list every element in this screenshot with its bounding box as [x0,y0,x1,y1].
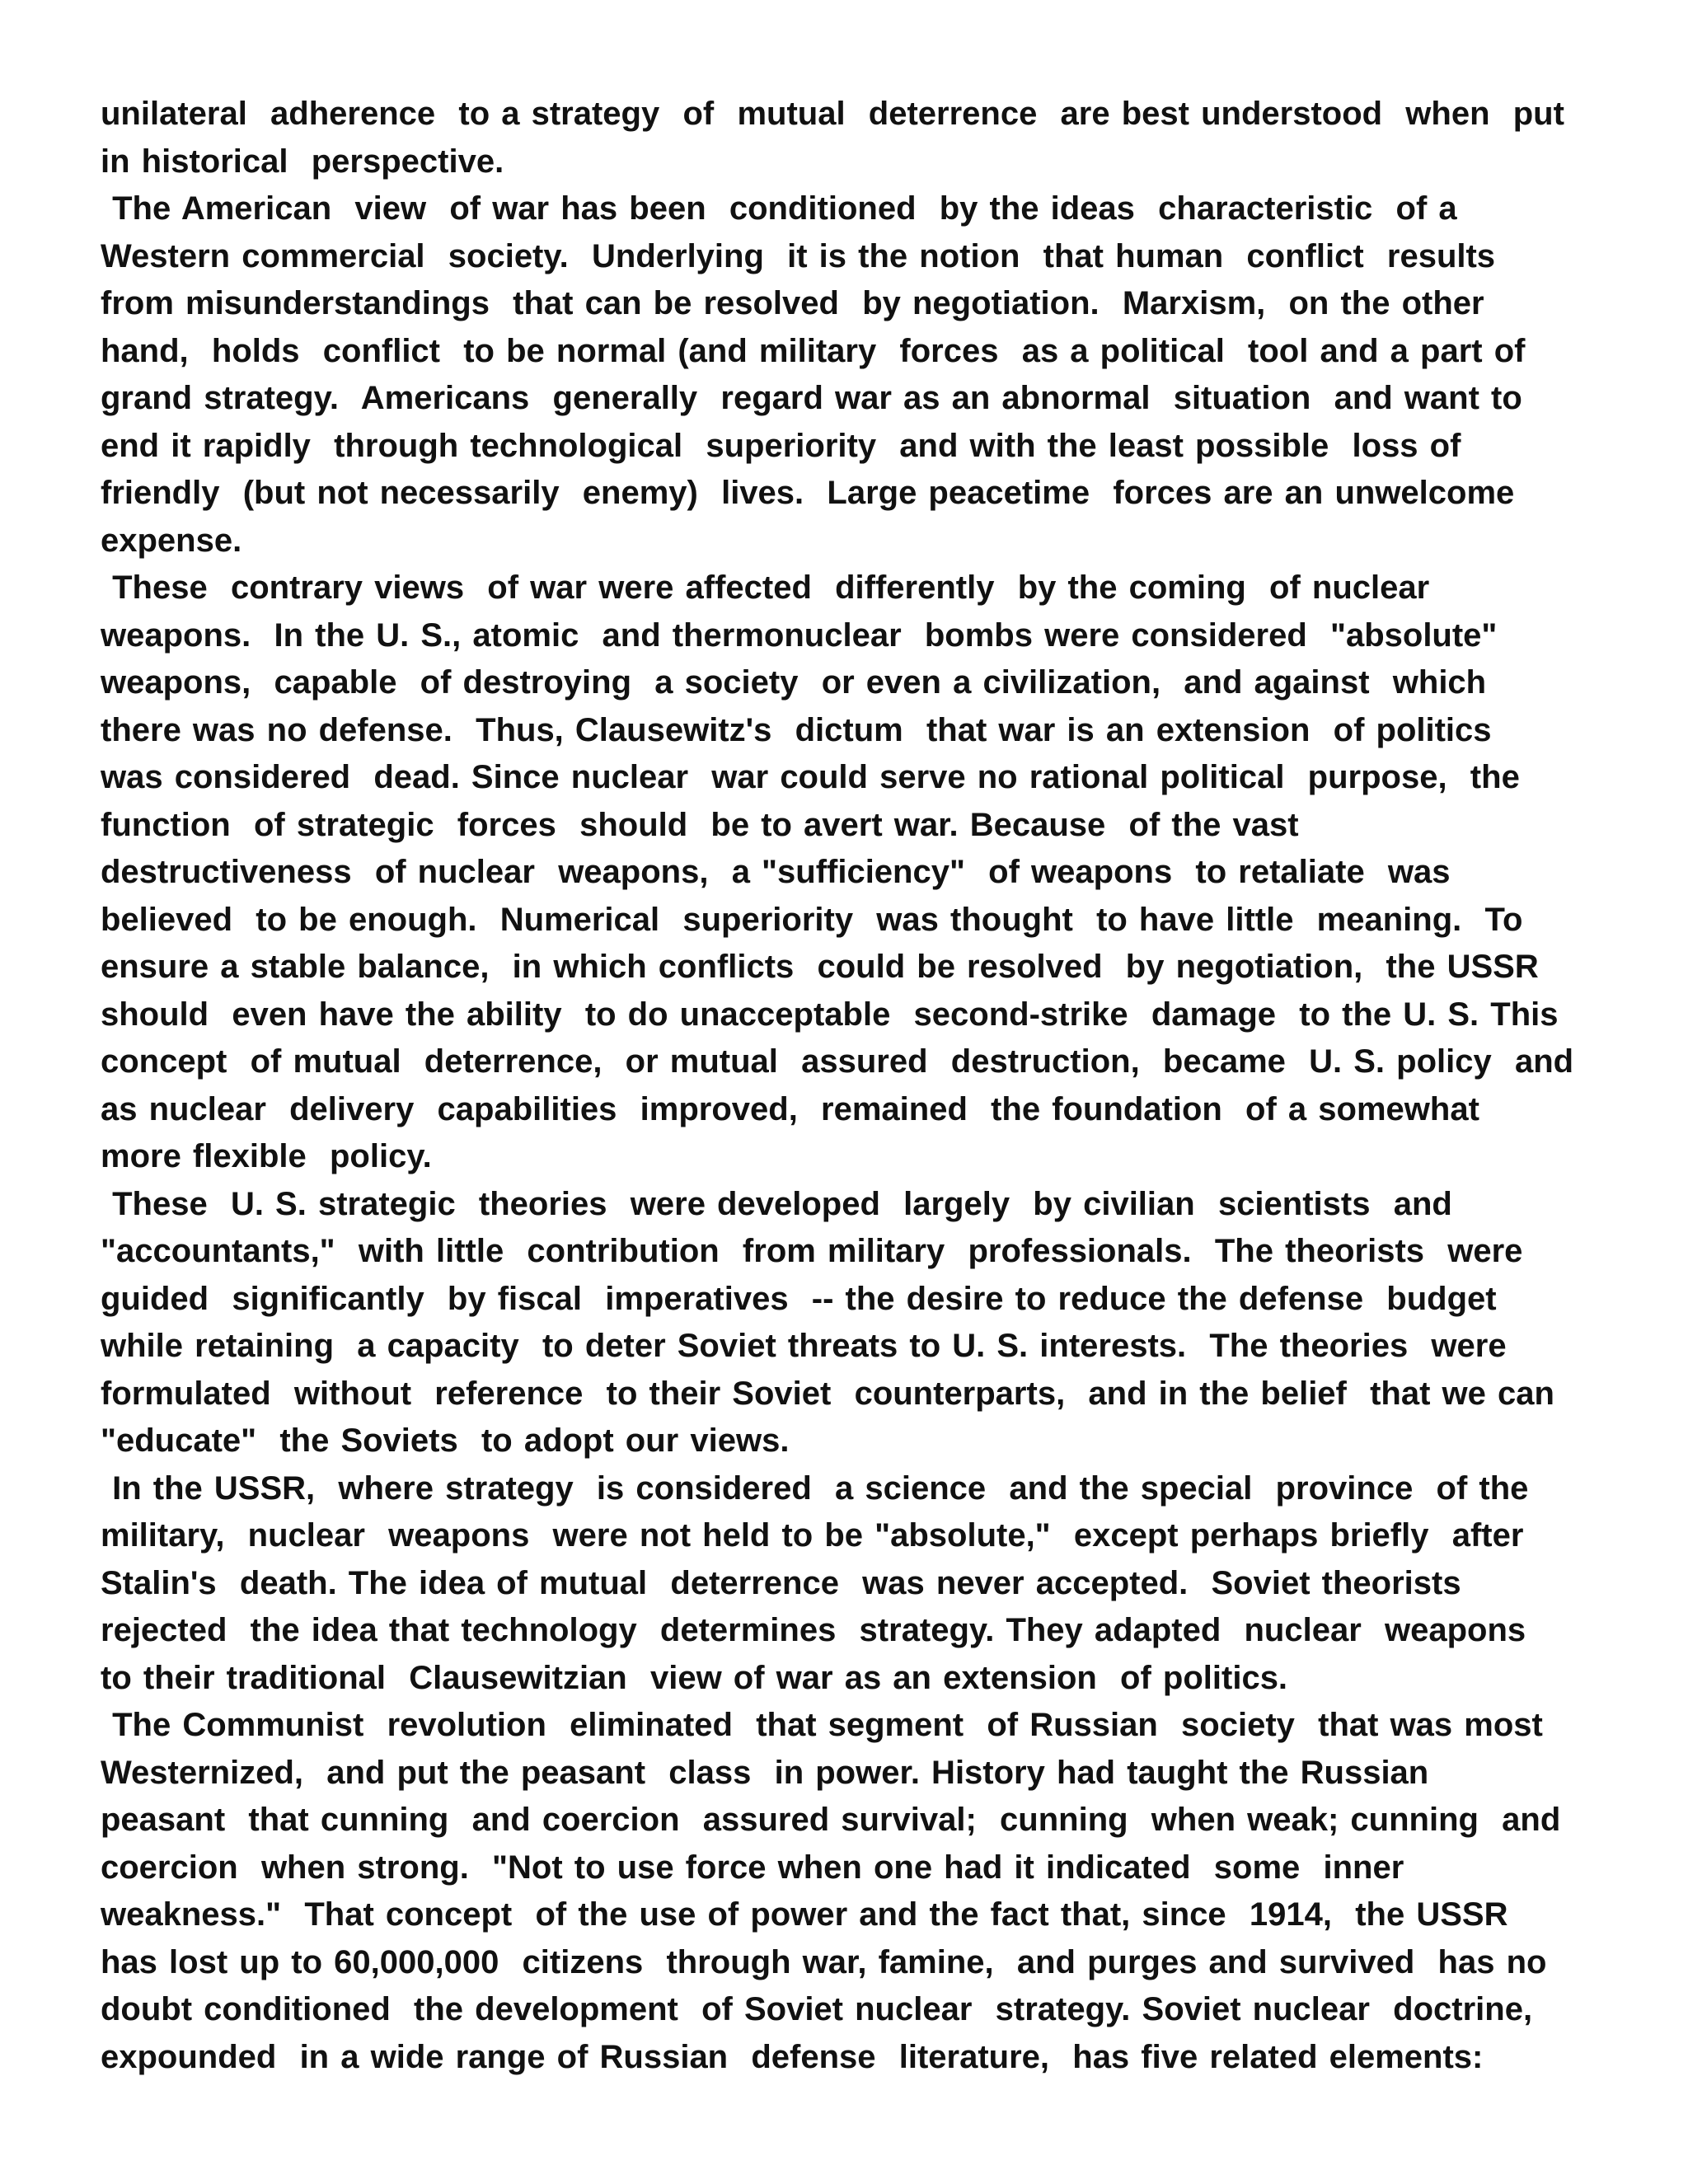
text-line: from misunderstandings that can be resolved by negotiation. Marxism, on the other [101,285,1484,321]
text-line: weapons, capable of destroying a society or even a civilization, and against which [101,664,1487,701]
text-line: more flexible policy. [101,1138,432,1174]
text-line: while retaining a capacity to deter Soviet threats to U. S. interests. The theories were [101,1328,1507,1364]
text-line: coercion when strong. "Not to use force when one had it indicated some inner [101,1849,1404,1886]
text-line: weakness." That concept of the use of power and the fact that, since 1914, the USSR [101,1896,1508,1933]
text-line: The Communist revolution eliminated that segment of Russian society that was most [101,1707,1543,1743]
text-line: concept of mutual deterrence, or mutual assured destruction, became U. S. policy and [101,1043,1574,1080]
text-line: believed to be enough. Numerical superiority was thought to have little meaning. To [101,901,1523,938]
text-line: should even have the ability to do unacceptable second-strike damage to the U. S. This [101,996,1559,1033]
text-line: formulated without reference to their Soviet counterparts, and in the belief that we can [101,1375,1554,1412]
text-line: hand, holds conflict to be normal (and military forces as a political tool and a part of [101,332,1526,369]
text-line: has lost up to 60,000,000 citizens through war, famine, and purges and survived has no [101,1943,1547,1980]
text-line: guided significantly by fiscal imperatives -- the desire to reduce the defense budget [101,1280,1497,1317]
text-line: weapons. In the U. S., atomic and thermonuclear bombs were considered "absolute" [101,616,1498,654]
text-line: In the USSR, where strategy is considered a science and the special province of the [101,1469,1529,1507]
text-line: friendly (but not necessarily enemy) lives. Large peacetime forces are an unwelcome [101,475,1515,511]
text-line: ensure a stable balance, in which conflicts could be resolved by negotiation, the USSR [101,949,1539,985]
text-line: These U. S. strategic theories were developed largely by civilian scientists and [101,1185,1452,1222]
text-line: there was no defense. Thus, Clausewitz's dictum that war is an extension of politics [101,711,1492,748]
text-line: to their traditional Clausewitzian view of war as an extension of politics. [101,1659,1288,1696]
text-line: Westernized, and put the peasant class in power. History had taught the Russian [101,1754,1429,1791]
document-body-text [101,91,1601,2081]
text-line: unilateral adherence to a strategy of mutual deterrence are best understood when put [101,96,1564,132]
text-line: as nuclear delivery capabilities improved, remained the foundation of a somewhat [101,1090,1479,1127]
text-line: was considered dead. Since nuclear war could serve no rational political purpose, the [101,759,1520,795]
text-line: "educate" the Soviets to adopt our views. [101,1422,790,1459]
text-line: expounded in a wide range of Russian defense literature, has five related elements: [101,2038,1484,2075]
text-line: Western commercial society. Underlying it is the notion that human conflict results [101,237,1496,274]
text-line: function of strategic forces should be to avert war. Because of the vast [101,806,1299,843]
text-line: end it rapidly through technological superiority and with the least possible loss of [101,427,1461,464]
text-line: grand strategy. Americans generally regard war as an abnormal situation and want to [101,380,1522,416]
text-line: in historical perspective. [101,143,504,180]
text-line: Stalin's death. The idea of mutual deterrence was never accepted. Soviet theorists [101,1564,1461,1601]
text-line: peasant that cunning and coercion assured survival; cunning when weak; cunning and [101,1802,1561,1838]
text-line: destructiveness of nuclear weapons, a "sufficiency" of weapons to retaliate was [101,854,1451,890]
text-line: "accountants," with little contribution from military professionals. The theorists were [101,1233,1523,1269]
text-line: rejected the idea that technology determines strategy. They adapted nuclear weapons [101,1612,1526,1648]
text-line: military, nuclear weapons were not held to be "absolute," except perhaps briefly after [101,1517,1524,1554]
text-line: These contrary views of war were affected differently by the coming of nuclear [101,569,1430,606]
text-line: doubt conditioned the development of Soviet nuclear strategy. Soviet nuclear doctrine, [101,1991,1533,2027]
text-line: The American view of war has been conditioned by the ideas characteristic of a [101,190,1457,227]
text-line: expense. [101,522,242,559]
